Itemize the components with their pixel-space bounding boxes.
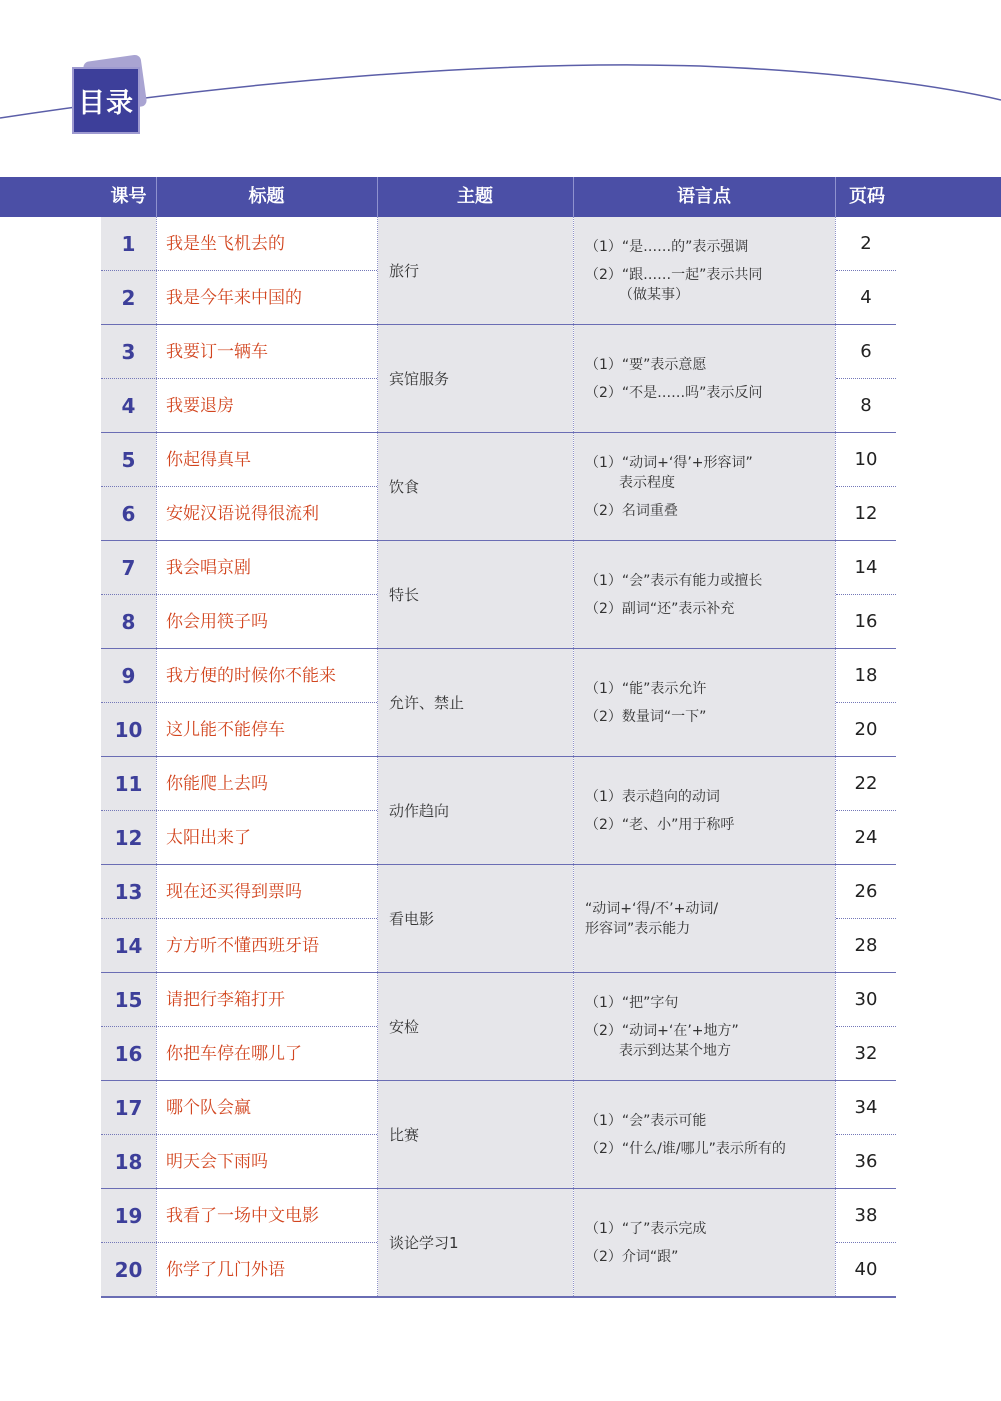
language-point-text: （2）名词重叠 bbox=[585, 502, 678, 519]
language-point-text: （1）“会”表示可能 bbox=[585, 1112, 707, 1129]
lesson-number: 2 bbox=[121, 286, 136, 310]
lesson-title-link[interactable]: 方方听不懂西班牙语 bbox=[166, 936, 319, 956]
language-point-continuation: 表示程度 bbox=[619, 474, 675, 491]
topic-label: 谈论学习1 bbox=[389, 1234, 459, 1252]
page-number[interactable]: 16 bbox=[854, 611, 878, 632]
page-number[interactable]: 20 bbox=[854, 719, 878, 740]
lesson-title-link[interactable]: 哪个队会赢 bbox=[166, 1098, 251, 1118]
lesson-number: 10 bbox=[114, 718, 143, 742]
language-points bbox=[585, 541, 835, 648]
language-point bbox=[585, 993, 835, 1013]
column-divider bbox=[573, 649, 574, 756]
lesson-number: 7 bbox=[121, 556, 136, 580]
lesson-title-link[interactable]: 我是今年来中国的 bbox=[166, 288, 302, 308]
lesson-number: 3 bbox=[121, 340, 136, 364]
page-title: 目录 bbox=[78, 88, 134, 119]
column-divider bbox=[573, 217, 574, 324]
header-language-points: 语言点 bbox=[677, 186, 731, 207]
language-point bbox=[585, 679, 835, 699]
topic-label: 比赛 bbox=[389, 1126, 420, 1144]
language-point bbox=[585, 355, 835, 375]
language-point-text: 形容词”表示能力 bbox=[585, 920, 691, 937]
language-point-text: （1）“是……的”表示强调 bbox=[585, 238, 749, 255]
lesson-number: 17 bbox=[114, 1096, 143, 1120]
toc-group bbox=[101, 973, 896, 1081]
header-title: 标题 bbox=[248, 186, 285, 207]
toc-group bbox=[101, 1189, 896, 1297]
language-point bbox=[585, 919, 835, 939]
language-point-text: （2）副词“还”表示补充 bbox=[585, 600, 735, 617]
column-divider bbox=[377, 541, 378, 648]
language-point-text: （2）“什么/谁/哪儿”表示所有的 bbox=[585, 1140, 786, 1157]
page-number[interactable]: 36 bbox=[854, 1151, 878, 1172]
lesson-title-link[interactable]: 你把车停在哪儿了 bbox=[166, 1044, 302, 1064]
column-divider bbox=[573, 325, 574, 432]
language-point-text: （1）“把”字句 bbox=[585, 994, 679, 1011]
column-divider bbox=[377, 1081, 378, 1188]
lesson-title-link[interactable]: 我是坐飞机去的 bbox=[166, 234, 285, 254]
toc-group bbox=[101, 541, 896, 649]
page-number[interactable]: 38 bbox=[854, 1205, 878, 1226]
language-point bbox=[585, 787, 835, 807]
page-number[interactable]: 24 bbox=[854, 827, 878, 848]
lesson-title-link[interactable]: 现在还买得到票吗 bbox=[166, 882, 302, 902]
language-point bbox=[585, 571, 835, 591]
lesson-number: 6 bbox=[121, 502, 136, 526]
toc-group bbox=[101, 1081, 896, 1189]
language-point-text: （2）“不是……吗”表示反问 bbox=[585, 384, 763, 401]
lesson-title-link[interactable]: 我要订一辆车 bbox=[166, 342, 268, 362]
language-point bbox=[585, 1111, 835, 1131]
language-point bbox=[585, 707, 835, 727]
column-divider bbox=[573, 973, 574, 1080]
language-points bbox=[585, 649, 835, 756]
column-divider bbox=[377, 973, 378, 1080]
toc-group bbox=[101, 433, 896, 541]
page-number[interactable]: 34 bbox=[854, 1097, 878, 1118]
lesson-number: 5 bbox=[121, 448, 136, 472]
language-point bbox=[585, 383, 835, 403]
language-points bbox=[585, 973, 835, 1080]
lesson-title-link[interactable]: 太阳出来了 bbox=[166, 828, 251, 848]
header-topic: 主题 bbox=[457, 186, 493, 207]
language-points bbox=[585, 1189, 835, 1296]
group-bottom-border bbox=[101, 1296, 896, 1298]
page-number[interactable]: 30 bbox=[854, 989, 878, 1010]
page-number[interactable]: 26 bbox=[854, 881, 878, 902]
lesson-title-link[interactable]: 我方便的时候你不能来 bbox=[166, 666, 336, 686]
column-divider bbox=[573, 1189, 574, 1296]
language-points bbox=[585, 433, 835, 540]
lesson-number: 9 bbox=[121, 664, 136, 688]
lesson-title-link[interactable]: 请把行李箱打开 bbox=[166, 990, 285, 1010]
title-badge bbox=[72, 67, 140, 134]
header-lesson-number: 课号 bbox=[110, 186, 147, 207]
lesson-title-link[interactable]: 你起得真早 bbox=[166, 450, 251, 470]
page-number[interactable]: 28 bbox=[854, 935, 878, 956]
lesson-title-link[interactable]: 你会用筷子吗 bbox=[166, 612, 268, 632]
page-number[interactable]: 12 bbox=[854, 503, 878, 524]
page-number[interactable]: 6 bbox=[860, 341, 872, 362]
page-number[interactable]: 32 bbox=[854, 1043, 878, 1064]
language-point-text: （1）表示趋向的动词 bbox=[585, 788, 720, 805]
language-point-text: （1）“动词+‘得’+形容词” bbox=[585, 454, 753, 471]
language-point-text: （2）“动词+‘在’+地方” bbox=[585, 1022, 739, 1039]
column-divider bbox=[377, 433, 378, 540]
toc-group bbox=[101, 217, 896, 325]
language-points bbox=[585, 865, 835, 972]
column-divider bbox=[377, 757, 378, 864]
language-point bbox=[585, 453, 835, 493]
toc-group bbox=[101, 865, 896, 973]
language-point-continuation: （做某事） bbox=[619, 286, 689, 303]
language-point-text: （2）数量词“一下” bbox=[585, 708, 707, 725]
language-points bbox=[585, 1081, 835, 1188]
lesson-number: 15 bbox=[114, 988, 143, 1012]
lesson-number: 8 bbox=[121, 610, 136, 634]
topic-label: 旅行 bbox=[389, 262, 420, 280]
lesson-number: 20 bbox=[114, 1258, 143, 1282]
lesson-title-link[interactable]: 安妮汉语说得很流利 bbox=[166, 504, 319, 524]
lesson-title-link[interactable]: 明天会下雨吗 bbox=[166, 1152, 268, 1172]
toc-table-header bbox=[0, 177, 1001, 217]
column-divider bbox=[377, 649, 378, 756]
language-points bbox=[585, 757, 835, 864]
lesson-number: 13 bbox=[114, 880, 143, 904]
topic-label: 看电影 bbox=[389, 910, 435, 928]
column-divider bbox=[573, 865, 574, 972]
language-point bbox=[585, 501, 835, 521]
language-point-text: （2）介词“跟” bbox=[585, 1248, 679, 1265]
lesson-number: 1 bbox=[121, 232, 136, 256]
column-divider bbox=[573, 433, 574, 540]
page-number[interactable]: 22 bbox=[854, 773, 878, 794]
lesson-number: 12 bbox=[114, 826, 143, 850]
language-point bbox=[585, 1247, 835, 1267]
language-point-text: （1）“了”表示完成 bbox=[585, 1220, 707, 1237]
lesson-title-link[interactable]: 你学了几门外语 bbox=[166, 1260, 285, 1280]
lesson-title-link[interactable]: 你能爬上去吗 bbox=[166, 774, 268, 794]
page-number[interactable]: 10 bbox=[854, 449, 878, 470]
language-points bbox=[585, 217, 835, 324]
toc-group bbox=[101, 325, 896, 433]
language-point bbox=[585, 1219, 835, 1239]
topic-label: 安检 bbox=[389, 1018, 420, 1036]
page-number[interactable]: 14 bbox=[854, 557, 878, 578]
column-divider bbox=[573, 757, 574, 864]
page-number[interactable]: 40 bbox=[854, 1259, 878, 1280]
lesson-number: 11 bbox=[114, 772, 143, 796]
language-point-text: （1）“会”表示有能力或擅长 bbox=[585, 572, 763, 589]
header-page: 页码 bbox=[849, 186, 885, 207]
language-point-continuation: 表示到达某个地方 bbox=[619, 1042, 731, 1059]
language-point-text: （2）“跟……一起”表示共同 bbox=[585, 266, 763, 283]
topic-label: 动作趋向 bbox=[389, 802, 450, 820]
lesson-number: 4 bbox=[121, 394, 136, 418]
page-number[interactable]: 18 bbox=[854, 665, 878, 686]
column-divider bbox=[377, 217, 378, 324]
language-point-text: （2）“老、小”用于称呼 bbox=[585, 816, 735, 833]
topic-label: 允许、禁止 bbox=[389, 694, 465, 712]
language-point bbox=[585, 815, 835, 835]
toc-group bbox=[101, 757, 896, 865]
lesson-title-link[interactable]: 我看了一场中文电影 bbox=[166, 1206, 319, 1226]
language-point-text: （1）“能”表示允许 bbox=[585, 680, 707, 697]
lesson-number: 14 bbox=[114, 934, 143, 958]
topic-label: 特长 bbox=[389, 586, 420, 604]
lesson-title-link[interactable]: 我要退房 bbox=[166, 396, 234, 416]
page-number[interactable]: 2 bbox=[860, 233, 872, 254]
column-divider bbox=[573, 1081, 574, 1188]
language-point bbox=[585, 1021, 835, 1061]
lesson-number: 18 bbox=[114, 1150, 143, 1174]
language-points bbox=[585, 325, 835, 432]
lesson-number: 16 bbox=[114, 1042, 143, 1066]
lesson-number: 19 bbox=[114, 1204, 143, 1228]
lesson-title-link[interactable]: 这儿能不能停车 bbox=[166, 720, 285, 740]
language-point bbox=[585, 1139, 835, 1159]
page-number[interactable]: 8 bbox=[860, 395, 872, 416]
column-divider bbox=[377, 865, 378, 972]
topic-label: 宾馆服务 bbox=[389, 370, 450, 388]
column-divider bbox=[377, 1189, 378, 1296]
language-point-text: “动词+‘得/不’+动词/ bbox=[585, 900, 719, 917]
column-divider bbox=[377, 325, 378, 432]
language-point bbox=[585, 599, 835, 619]
language-point-text: （1）“要”表示意愿 bbox=[585, 356, 707, 373]
lesson-title-link[interactable]: 我会唱京剧 bbox=[166, 558, 251, 578]
topic-label: 饮食 bbox=[389, 478, 420, 496]
header-arc-decoration bbox=[0, 0, 1001, 140]
toc-group bbox=[101, 649, 896, 757]
column-divider bbox=[573, 541, 574, 648]
language-point bbox=[585, 265, 835, 305]
language-point bbox=[585, 899, 835, 919]
language-point bbox=[585, 237, 835, 257]
page-number[interactable]: 4 bbox=[860, 287, 872, 308]
